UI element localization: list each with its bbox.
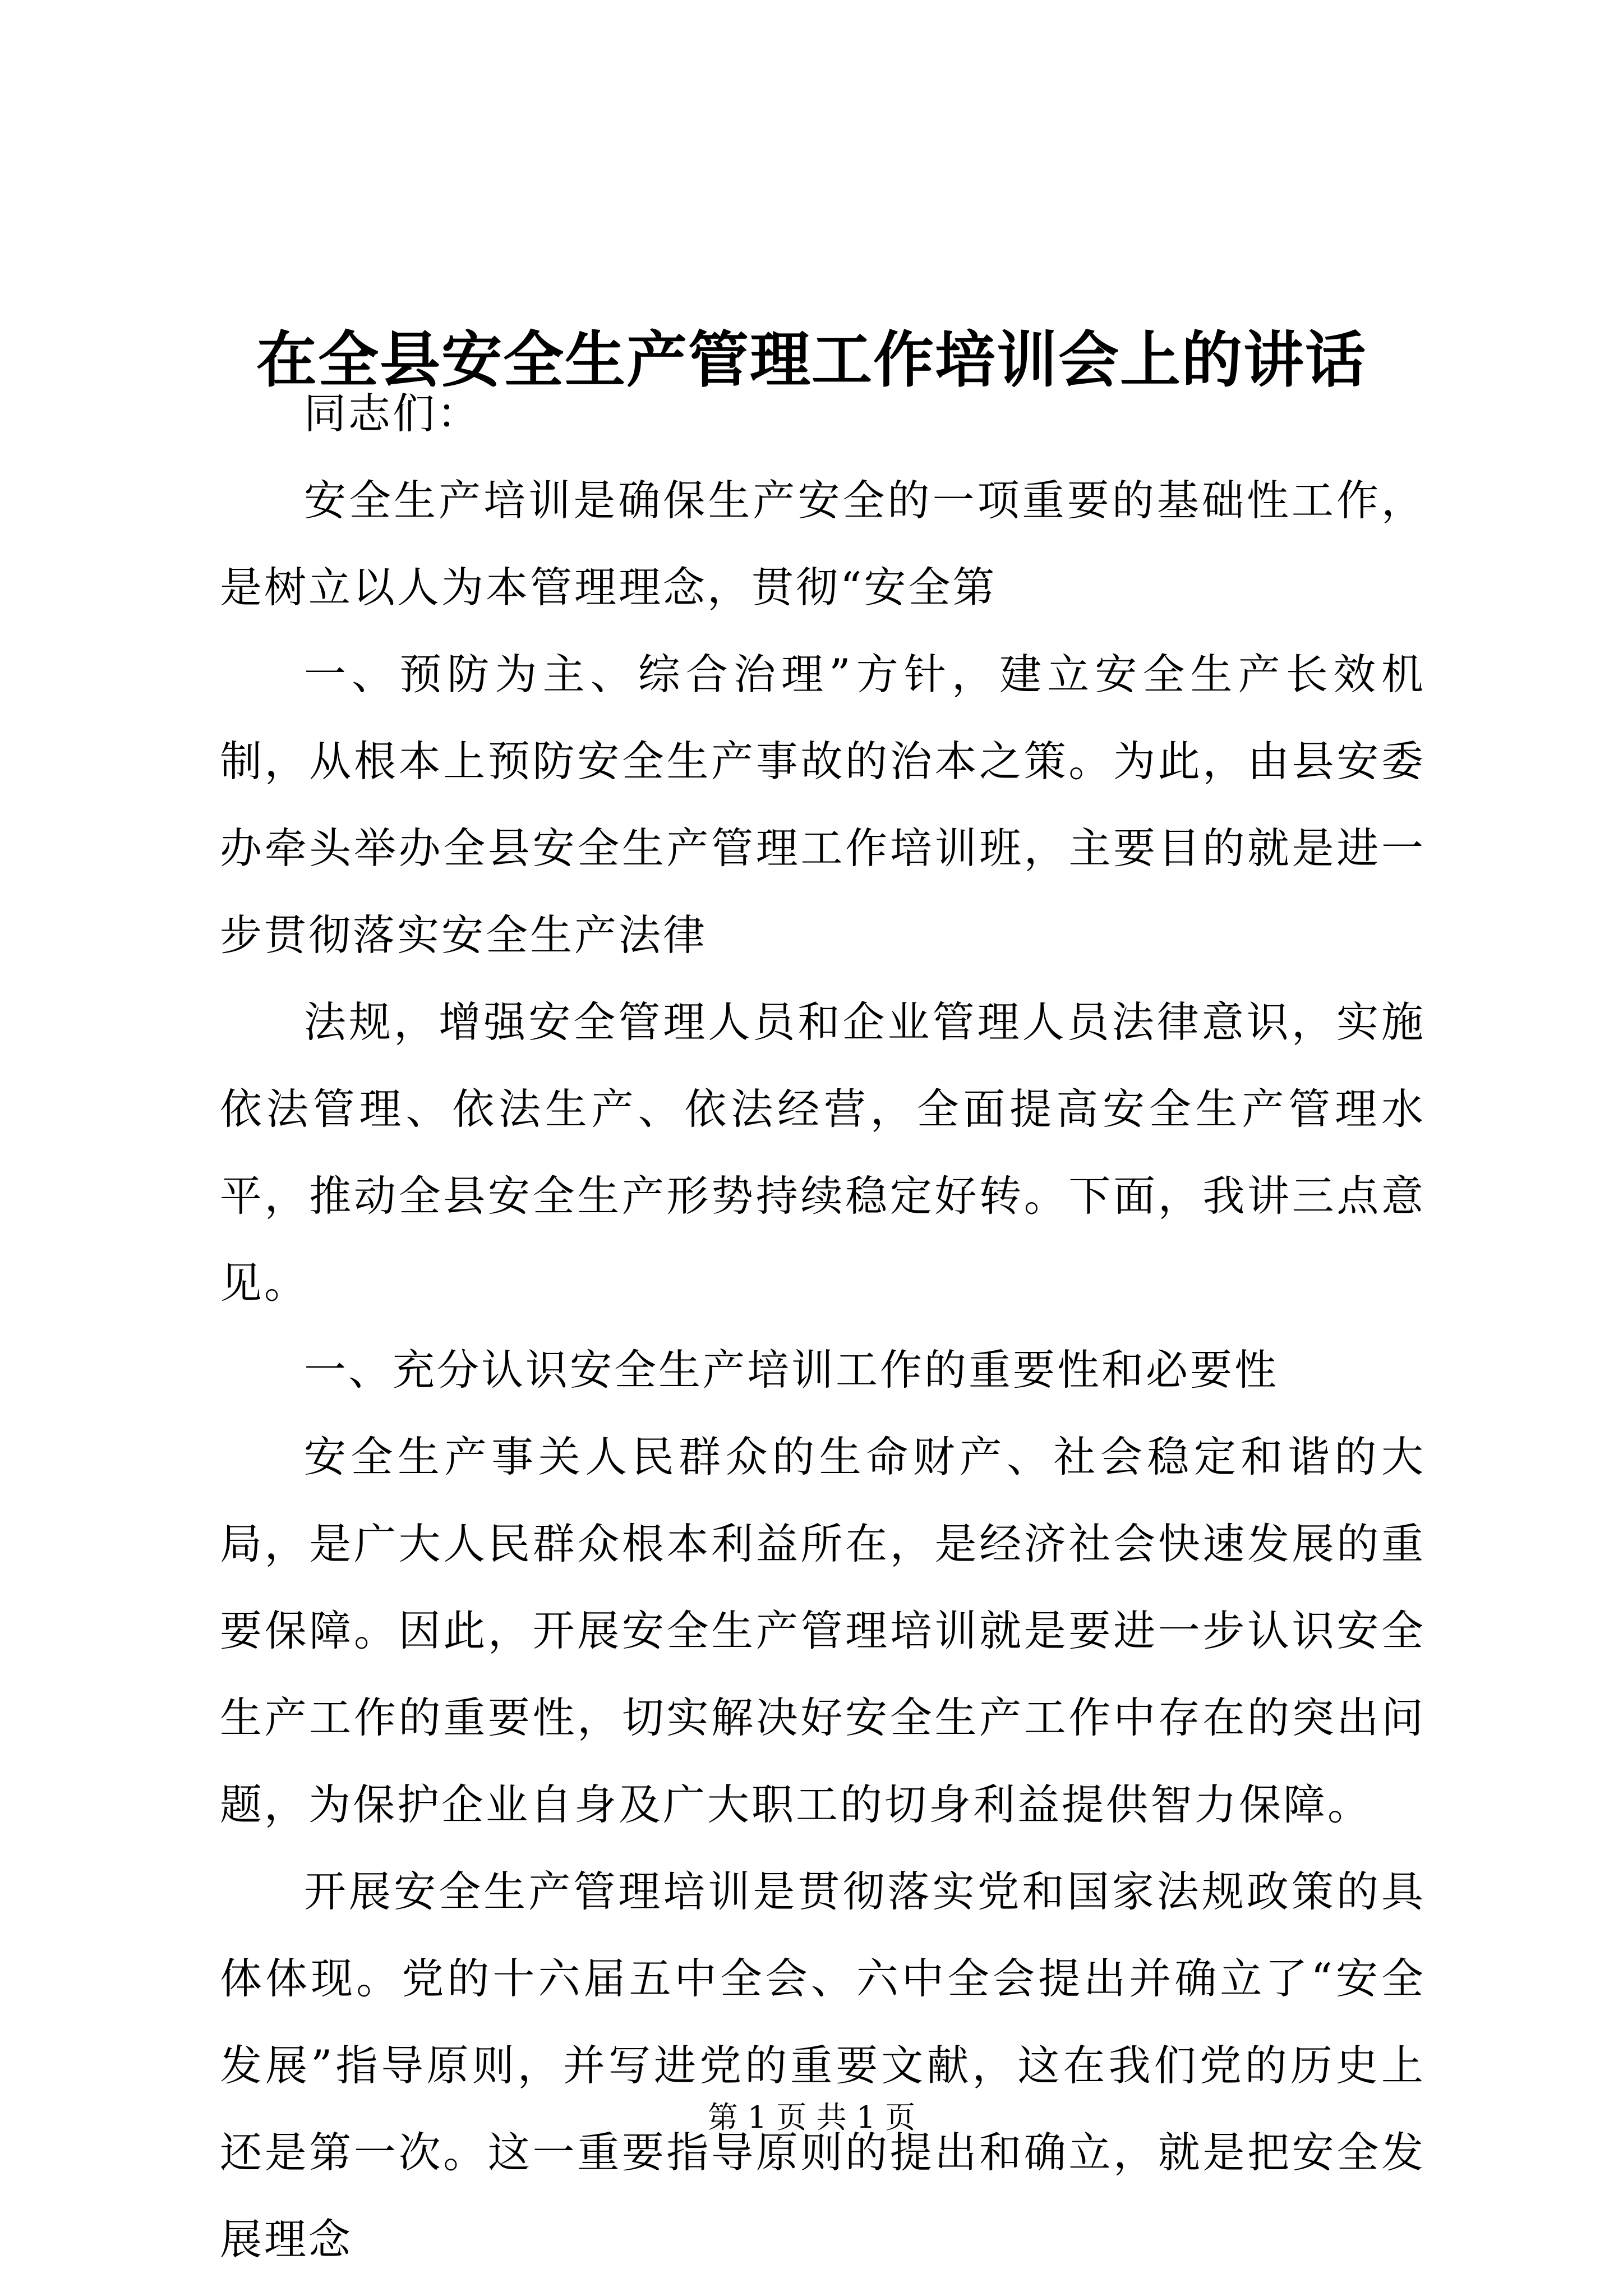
paragraph-salutation: 同志们： [304, 389, 482, 438]
paragraph: 法规，增强安全管理人员和企业管理人员法律意识，实施依法管理、依法生产、依法经营，全面提高安全生产管理水平，推动全县安全生产形势持续稳定好转。下面，我讲三点意见。 [220, 997, 1426, 1308]
page-footer: 第 1 页 共 1 页 [707, 2100, 916, 2135]
paragraph: 安全生产事关人民群众的生命财产、社会稳定和谐的大局，是广大人民群众根本利益所在，是经济社会快速发展的重要保障。因此，开展安全生产管理培训就是要进一步认识安全生产工作的重要性，切实解决好安全生产工作中存在的突出问题，为保护企业自身及广大职工的切身利益提供智力保障。 [220, 1432, 1426, 1829]
paragraph: 安全生产培训是确保生产安全的一项重要的基础性工作，是树立以人为本管理理念，贯彻“安全第 [220, 476, 1426, 612]
document-title: 在全县安全生产管理工作培训会上的讲话 [256, 325, 1367, 396]
section-heading: 一、充分认识安全生产培训工作的重要性和必要性 [304, 1345, 1279, 1395]
paragraph: 一、预防为主、综合治理”方针，建立安全生产长效机制，从根本上预防安全生产事故的治本之策。为此，由县安委办牵头举办全县安全生产管理工作培训班，主要目的就是进一步贯彻落实安全生产法律 [220, 650, 1426, 960]
document-body [220, 370, 1426, 2283]
paragraph: 开展安全生产管理培训是贯彻落实党和国家法规政策的具体体现。党的十六届五中全会、六中全会提出并确立了“安全发展”指导原则，并写进党的重要文献，这在我们党的历史上还是第一次。这一重要指导原则的提出和确立，就是把安全发展理念 [220, 1867, 1426, 2264]
